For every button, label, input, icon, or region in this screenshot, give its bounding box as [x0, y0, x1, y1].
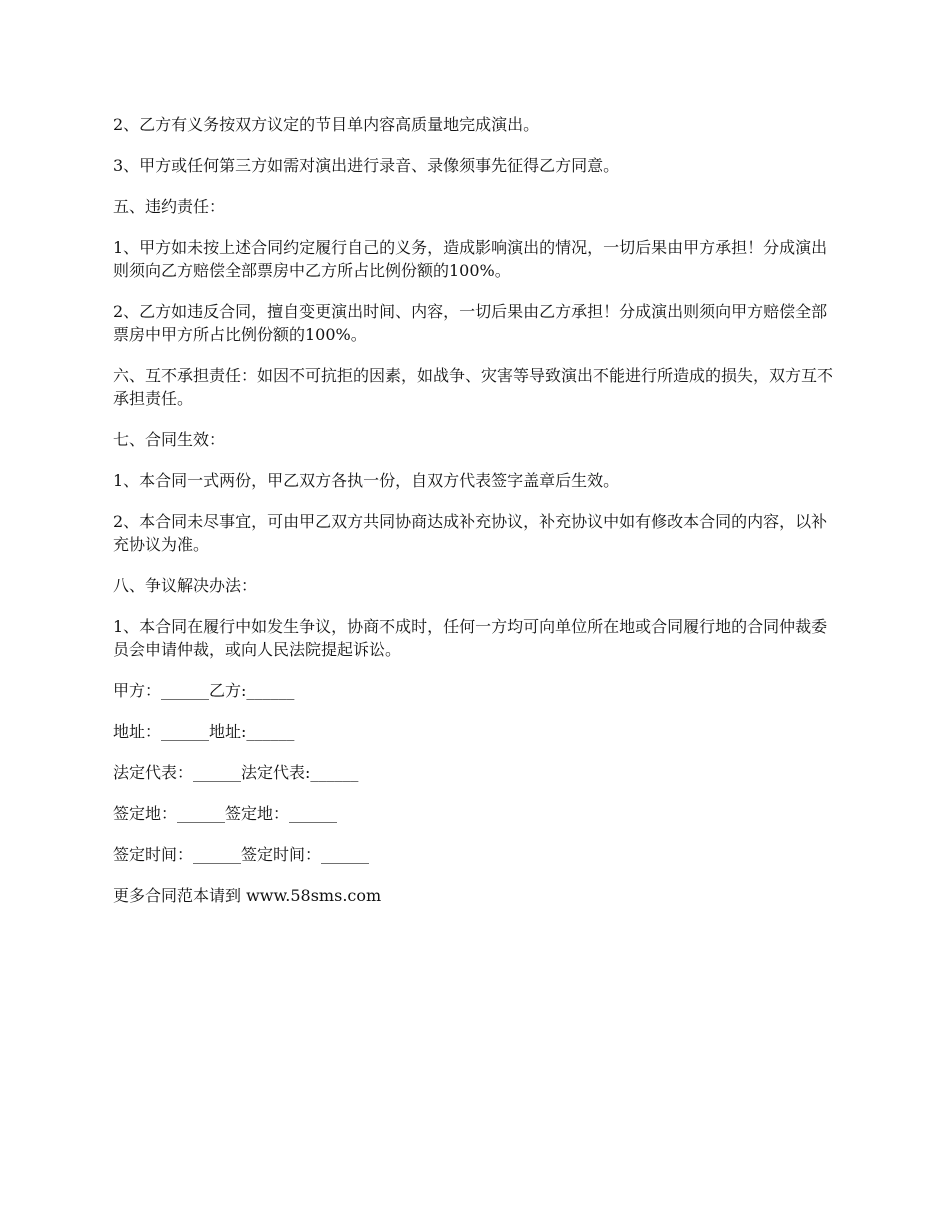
clause-effective-copies: 1、本合同一式两份，甲乙双方各执一份，自双方代表签字盖章后生效。 [113, 471, 620, 490]
signature-line-parties: 甲方：______乙方:______ [113, 681, 295, 700]
section-heading-dispute-resolution: 八、争议解决办法： [113, 576, 258, 595]
signature-line-signing-time: 签定时间：______签定时间：______ [113, 845, 370, 864]
clause-dispute-arbitration: 1、本合同在履行中如发生争议，协商不成时，任何一方均可向单位所在地或合同履行地的合同仲裁委员会申请仲裁，或向人民法院提起诉讼。 [113, 617, 828, 659]
footer-more-templates: 更多合同范本请到 www.58sms.com [113, 886, 382, 905]
signature-line-signing-place: 签定地：______签定地：______ [113, 804, 338, 823]
contract-document [113, 113, 840, 925]
section-force-majeure: 六、互不承担责任：如因不可抗拒的因素，如战争、灾害等导致演出不能进行所造成的损失，双方互不承担责任。 [113, 366, 834, 408]
clause-supplementary-agreement: 2、本合同未尽事宜，可由甲乙双方共同协商达成补充协议，补充协议中如有修改本合同的内容，以补充协议为准。 [113, 512, 828, 554]
clause-breach-party-a: 1、甲方如未按上述合同约定履行自己的义务，造成影响演出的情况，一切后果由甲方承担！分成演出则须向乙方赔偿全部票房中乙方所占比例份额的100%。 [113, 238, 828, 280]
clause-breach-party-b: 2、乙方如违反合同，擅自变更演出时间、内容，一切后果由乙方承担！分成演出则须向甲方赔偿全部票房中甲方所占比例份额的100%。 [113, 302, 828, 344]
signature-line-address: 地址：______地址:______ [113, 722, 295, 741]
clause-b3-recording-consent: 3、甲方或任何第三方如需对演出进行录音、录像须事先征得乙方同意。 [113, 156, 620, 175]
signature-line-legal-representative: 法定代表：______法定代表:______ [113, 763, 359, 782]
clause-b2-performance-quality: 2、乙方有义务按双方议定的节目单内容高质量地完成演出。 [113, 115, 540, 134]
section-heading-breach-liability: 五、违约责任： [113, 197, 226, 216]
section-heading-effectiveness: 七、合同生效： [113, 430, 226, 449]
